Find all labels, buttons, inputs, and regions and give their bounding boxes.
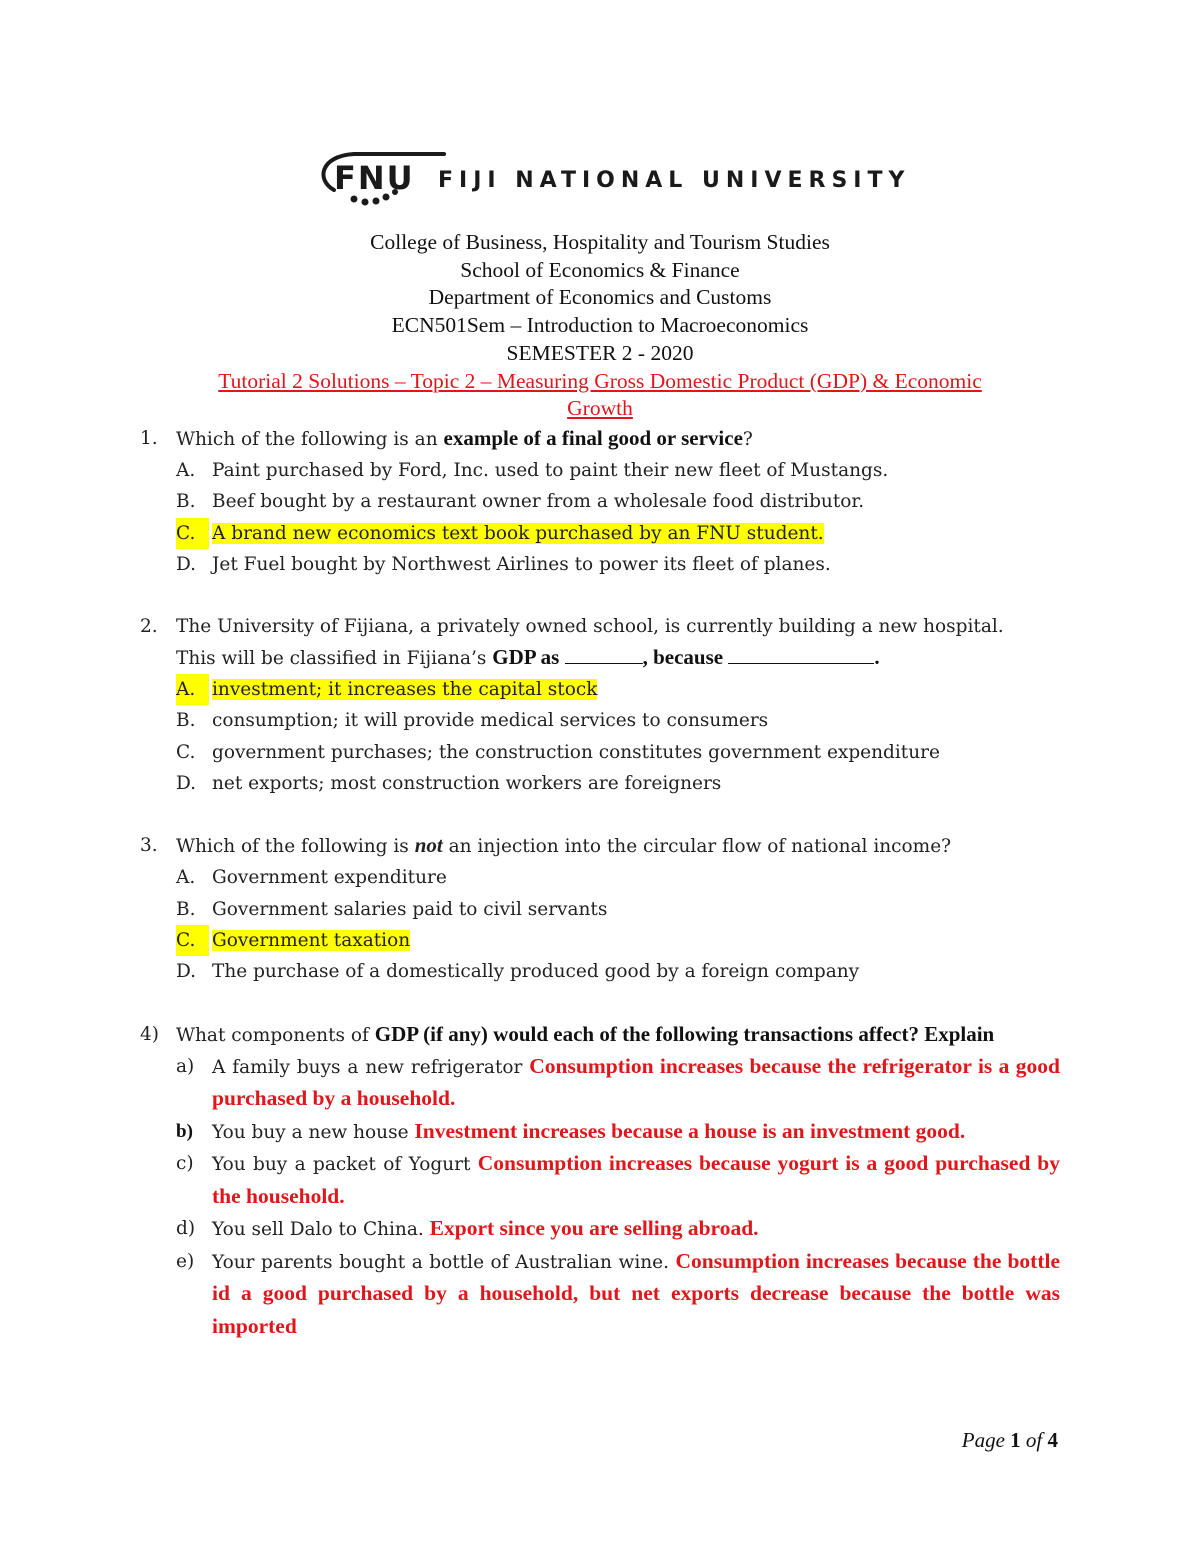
option-text: The purchase of a domestically produced good by a foreign company (212, 961, 860, 983)
sub-question-c (140, 1148, 1060, 1213)
option-a (140, 455, 1060, 486)
question-3 (140, 830, 1060, 987)
page-word: Page (961, 1428, 1005, 1452)
option-text: Government salaries paid to civil servants (212, 898, 608, 920)
sub-question-a (140, 1051, 1060, 1116)
question-text-bold: GDP (if any) would each of the following transactions affect? Explain (374, 1021, 995, 1046)
course-name: ECN501Sem – Introduction to Macroeconomics (391, 313, 809, 338)
option-c-correct (140, 925, 1060, 956)
option-d (140, 549, 1060, 580)
answer-text: Consumption increases because the bottle id a good purchased by a household, but net exports decrease because the bottle was imported (212, 1248, 1061, 1338)
option-letter: B. (176, 898, 196, 920)
option-text: Jet Fuel bought by Northwest Airlines to power its fleet of planes. (212, 553, 831, 575)
page-total: 4 (1047, 1428, 1058, 1452)
of-word: of (1025, 1428, 1043, 1452)
question-text-end: ? (742, 429, 753, 450)
question-text-emphasis: not (414, 833, 443, 858)
tutorial-title: Tutorial 2 Solutions – Topic 2 – Measuring Gross Domestic Product (GDP) & Economic (218, 368, 982, 393)
question-text-bold: example of a final good or service (443, 426, 743, 450)
question-number: 2. (140, 616, 158, 638)
option-d (140, 768, 1060, 799)
answer-text: Consumption increases because the refrigerator is a good purchased by a household. (212, 1053, 1060, 1111)
sub-question-letter: d) (176, 1218, 196, 1240)
question-text-end: . (874, 645, 880, 670)
question-text-end: an injection into the circular flow of national income? (442, 836, 952, 858)
option-text: Paint purchased by Ford, Inc. used to paint their new fleet of Mustangs. (212, 460, 889, 481)
school-name: School of Economics & Finance (460, 257, 740, 282)
question-1-text (140, 423, 1060, 455)
answer-blank (565, 646, 643, 664)
page-current: 1 (1010, 1428, 1021, 1452)
sub-question-e (140, 1246, 1060, 1344)
question-text: This will be classified in Fijiana’s (176, 648, 493, 670)
option-letter: C. (176, 925, 209, 956)
question-number: 4) (140, 1023, 159, 1045)
sub-question-text: Your parents bought a bottle of Australian wine. (212, 1251, 676, 1273)
question-text: Which of the following is an (176, 429, 444, 450)
sub-question-text: You sell Dalo to China. (212, 1219, 430, 1241)
question-text: The University of Fijiana, a privately owned school, is currently building a new hospital. (176, 616, 1004, 638)
question-text-bold: , because (642, 645, 729, 670)
question-number: 1. (140, 428, 158, 449)
option-text: net exports; most construction workers are foreigners (212, 773, 722, 795)
sub-question-letter: b) (176, 1120, 193, 1142)
sub-question-b (140, 1116, 1060, 1149)
option-letter: A. (176, 867, 196, 889)
sub-question-text: You buy a packet of Yogurt (212, 1154, 478, 1176)
question-text-bold: GDP as (492, 645, 565, 670)
question-4 (140, 1019, 1060, 1344)
option-letter: D. (176, 961, 197, 983)
sub-question-letter: c) (176, 1153, 194, 1175)
option-letter: C. (176, 741, 196, 763)
logo-name: FIJI NATIONAL UNIVERSITY (438, 168, 911, 193)
option-letter: D. (176, 553, 197, 575)
option-text-highlighted: A brand new economics text book purchased by an FNU student. (212, 522, 824, 544)
question-2 (140, 611, 1060, 799)
tutorial-title-cont: Growth (567, 396, 633, 421)
option-d (140, 956, 1060, 987)
sub-question-text: You buy a new house (212, 1121, 415, 1143)
option-b (140, 894, 1060, 925)
question-2-text-line2 (140, 642, 1060, 674)
sub-question-text: A family buys a new refrigerator (212, 1056, 530, 1078)
question-4-text (140, 1019, 1060, 1051)
answer-blank (728, 646, 874, 664)
option-a (140, 862, 1060, 893)
sub-question-d (140, 1213, 1060, 1246)
option-c (140, 737, 1060, 768)
semester: SEMESTER 2 - 2020 (506, 340, 694, 365)
question-number: 3. (140, 835, 158, 857)
option-letter: A. (176, 460, 196, 481)
fnu-logo (314, 150, 911, 210)
option-letter: B. (176, 491, 196, 513)
answer-text: Investment increases because a house is an investment good. (414, 1118, 966, 1143)
option-text-highlighted: Government taxation (212, 929, 411, 951)
option-text-highlighted: investment; it increases the capital stock (212, 679, 598, 701)
question-2-text (140, 611, 1060, 642)
page-number (962, 1428, 1058, 1453)
option-a-correct (140, 674, 1060, 705)
option-b (140, 486, 1060, 517)
answer-text: Consumption increases because yogurt is a good purchased by the household. (212, 1151, 1060, 1208)
question-3-text (140, 830, 1060, 862)
question-text: Which of the following is (176, 836, 415, 858)
logo-abbr: FNU (334, 159, 415, 197)
option-letter: C. (176, 518, 209, 549)
option-text: government purchases; the construction constitutes government expenditure (212, 741, 940, 763)
answer-text: Export since you are selling abroad. (429, 1216, 759, 1241)
option-letter: A. (176, 674, 209, 705)
question-text: What components of (176, 1024, 375, 1046)
option-letter: D. (176, 773, 197, 795)
question-1 (140, 423, 1060, 580)
sub-question-letter: a) (176, 1055, 195, 1077)
option-letter: B. (176, 710, 196, 732)
sub-question-letter: e) (176, 1250, 195, 1272)
option-text: Government expenditure (212, 867, 447, 889)
option-c-correct (140, 518, 1060, 549)
document-body (140, 423, 1060, 1343)
option-text: Beef bought by a restaurant owner from a wholesale food distributor. (212, 491, 865, 513)
option-text: consumption; it will provide medical services to consumers (212, 710, 769, 732)
department-name: Department of Economics and Customs (428, 285, 772, 310)
college-name: College of Business, Hospitality and Tourism Studies (370, 230, 830, 254)
document-header (0, 229, 1200, 423)
option-b (140, 705, 1060, 736)
